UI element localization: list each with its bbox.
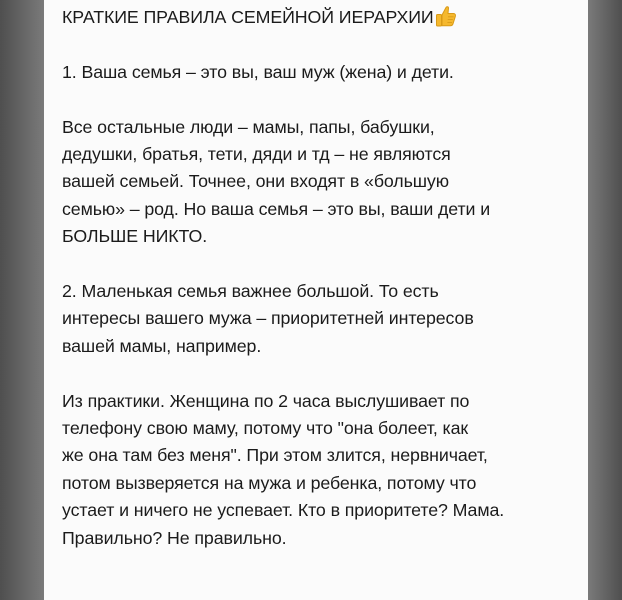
thumbs-up-icon bbox=[435, 4, 457, 28]
paragraph-3 bbox=[62, 278, 578, 360]
message-card bbox=[44, 0, 588, 600]
paragraph-4 bbox=[62, 388, 578, 552]
text-line: вашей семьей. Точнее, они входят в «большую bbox=[62, 171, 449, 192]
text-line: же она там без меня". При этом злится, нервничает, bbox=[62, 445, 488, 466]
message-text bbox=[62, 4, 578, 552]
background-left bbox=[0, 0, 44, 600]
background-right bbox=[588, 0, 622, 600]
text-line: Правильно? Не правильно. bbox=[62, 527, 287, 548]
paragraph-1 bbox=[62, 59, 578, 86]
document-title: КРАТКИЕ ПРАВИЛА СЕМЕЙНОЙ ИЕРАРХИИ bbox=[62, 7, 434, 27]
paragraph-2 bbox=[62, 114, 578, 251]
text-line: устает и ничего не успевает. Кто в приоритете? Мама. bbox=[62, 500, 505, 521]
text-line: БОЛЬШЕ НИКТО. bbox=[62, 226, 208, 247]
text-line: 2. Маленькая семья важнее большой. То есть bbox=[62, 281, 439, 302]
text-line: семью» – род. Но ваша семья – это вы, ваши дети и bbox=[62, 198, 491, 219]
text-line: Из практики. Женщина по 2 часа выслушивает по bbox=[62, 390, 470, 411]
text-line: интересы вашего мужа – приоритетней интересов bbox=[62, 308, 474, 329]
document-title-line bbox=[62, 4, 578, 31]
text-line: дедушки, братья, тети, дяди и тд – не являются bbox=[62, 144, 451, 164]
text-line: Все остальные люди – мамы, папы, бабушки, bbox=[62, 116, 435, 137]
text-line: потом вызверяется на мужа и ребенка, потому что bbox=[62, 472, 477, 493]
text-line: вашей мамы, например. bbox=[62, 335, 262, 356]
text-line: 1. Ваша семья – это вы, ваш муж (жена) и дети. bbox=[62, 61, 454, 82]
text-line: телефону свою маму, потому что "она болеет, как bbox=[62, 418, 469, 439]
